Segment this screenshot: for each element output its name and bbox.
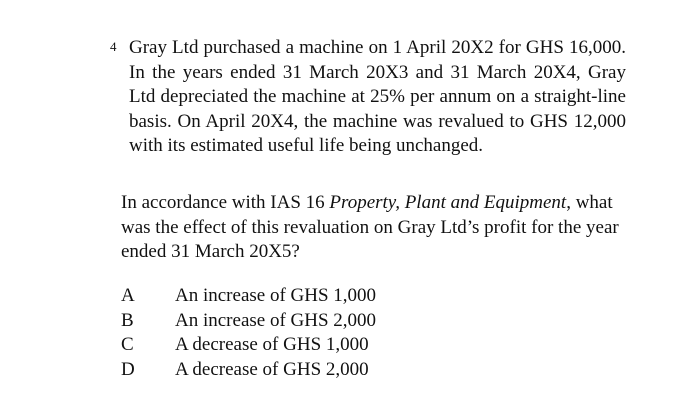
- option-text: An increase of GHS 2,000: [175, 309, 377, 331]
- question-block: [110, 36, 626, 159]
- option-a[interactable]: [119, 284, 519, 309]
- option-c[interactable]: [119, 333, 519, 358]
- answer-options: [119, 284, 519, 382]
- question-number: 4: [110, 39, 117, 54]
- option-text: An increase of GHS 1,000: [175, 285, 377, 306]
- prompt-text-end: , what was the effect of this revaluation on Gray Ltd’s profit for the year ended 31 March 20X5?: [121, 192, 619, 262]
- standard-title: Property, Plant and Equipment: [329, 192, 567, 213]
- option-letter: C: [121, 334, 134, 355]
- option-b[interactable]: [119, 309, 519, 334]
- option-text: A decrease of GHS 1,000: [175, 334, 369, 355]
- option-letter: B: [121, 309, 134, 331]
- option-letter: D: [121, 358, 135, 380]
- option-letter: A: [121, 285, 135, 306]
- prompt-text-start: In accordance with IAS 16: [121, 192, 330, 213]
- option-text: A decrease of GHS 2,000: [175, 358, 369, 380]
- question-prompt: [121, 191, 631, 265]
- option-d[interactable]: [119, 358, 519, 383]
- question-stem: Gray Ltd purchased a machine on 1 April 20X2 for GHS 16,000. In the years ended 31 March 20X3 and 31 March 20X4, Gray Ltd depreciated the machine at 25% per annum on a straight-line basis. On April 20X4, the machine was revalued to GHS 12,000 with its estimated useful life being unchanged.: [129, 37, 626, 156]
